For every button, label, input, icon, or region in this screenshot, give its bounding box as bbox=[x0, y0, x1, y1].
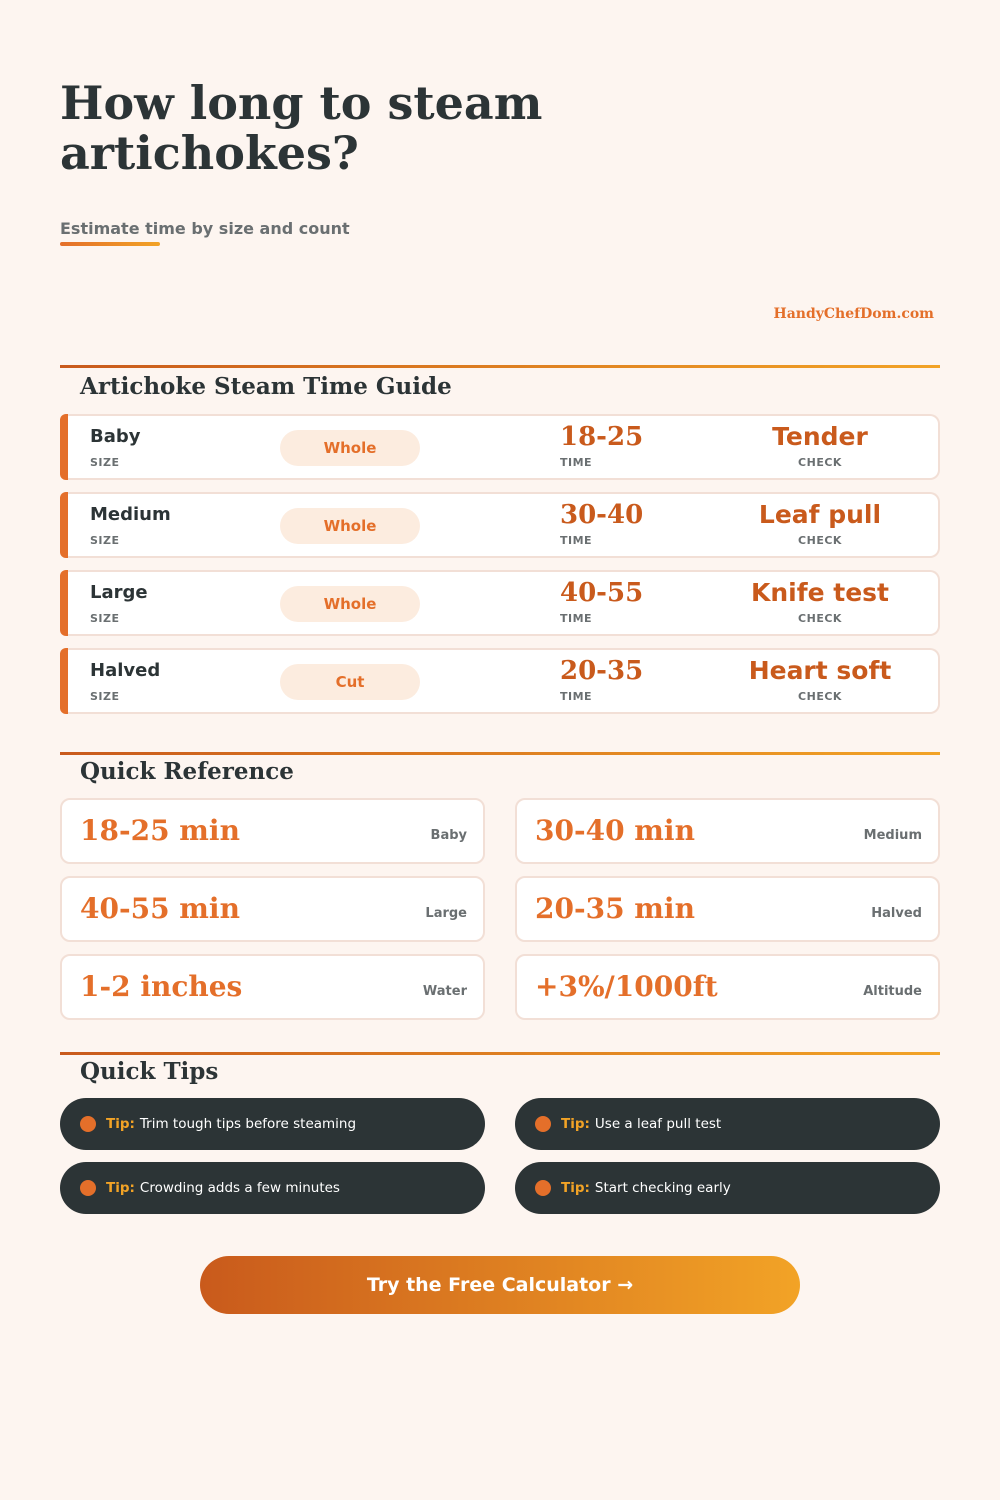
row-check: Knife test bbox=[750, 578, 889, 607]
section-divider bbox=[60, 1052, 940, 1055]
row-check: Tender bbox=[772, 422, 868, 451]
row-size: Baby bbox=[90, 426, 141, 447]
reference-value: +3%/1000ft bbox=[535, 970, 718, 1003]
row-check: Leaf pull bbox=[758, 500, 882, 529]
reference-label: Altitude bbox=[863, 984, 922, 999]
size-caption: SIZE bbox=[90, 534, 120, 547]
guide-row bbox=[60, 414, 940, 480]
time-caption: TIME bbox=[560, 612, 593, 625]
reference-value: 40-55 min bbox=[80, 892, 240, 925]
reference-value: 18-25 min bbox=[80, 814, 240, 847]
reference-section-title: Quick Reference bbox=[80, 758, 294, 785]
reference-card bbox=[60, 954, 485, 1020]
reference-label: Baby bbox=[430, 828, 467, 843]
row-size: Medium bbox=[90, 504, 171, 525]
tip-item bbox=[515, 1162, 940, 1214]
tip-label: Tip: bbox=[106, 1116, 135, 1132]
page-title: How long to steam artichokes? bbox=[60, 76, 543, 180]
row-time: 20-35 bbox=[560, 656, 644, 686]
row-accent-bar bbox=[60, 570, 68, 636]
time-caption: TIME bbox=[560, 690, 593, 703]
brand-name: HandyChefDom.com bbox=[773, 306, 934, 322]
page-subtitle: Estimate time by size and count bbox=[60, 219, 350, 238]
reference-label: Large bbox=[425, 906, 467, 921]
reference-value: 20-35 min bbox=[535, 892, 695, 925]
guide-row bbox=[60, 570, 940, 636]
tip-text: Crowding adds a few minutes bbox=[139, 1180, 340, 1196]
prep-badge: Whole bbox=[280, 508, 420, 544]
row-accent-bar bbox=[60, 648, 68, 714]
check-caption: CHECK bbox=[798, 534, 842, 547]
bullet-dot-icon bbox=[535, 1180, 551, 1196]
row-check: Heart soft bbox=[748, 656, 892, 685]
row-time: 30-40 bbox=[560, 500, 644, 530]
tips-section-title: Quick Tips bbox=[80, 1058, 219, 1085]
row-size: Halved bbox=[90, 660, 161, 681]
time-caption: TIME bbox=[560, 456, 593, 469]
tip-text: Use a leaf pull test bbox=[594, 1116, 722, 1132]
check-caption: CHECK bbox=[798, 690, 842, 703]
bullet-dot-icon bbox=[80, 1180, 96, 1196]
row-accent-bar bbox=[60, 492, 68, 558]
row-size: Large bbox=[90, 582, 148, 603]
size-caption: SIZE bbox=[90, 690, 120, 703]
reference-value: 1-2 inches bbox=[80, 970, 243, 1003]
bullet-dot-icon bbox=[535, 1116, 551, 1132]
reference-card bbox=[515, 876, 940, 942]
tip-item bbox=[60, 1098, 485, 1150]
row-time: 40-55 bbox=[560, 578, 644, 608]
reference-value: 30-40 min bbox=[535, 814, 695, 847]
tip-item bbox=[60, 1162, 485, 1214]
guide-row bbox=[60, 492, 940, 558]
tip-item bbox=[515, 1098, 940, 1150]
section-divider bbox=[60, 752, 940, 755]
reference-card bbox=[60, 798, 485, 864]
tip-label: Tip: bbox=[106, 1180, 135, 1196]
tip-label: Tip: bbox=[561, 1180, 590, 1196]
time-caption: TIME bbox=[560, 534, 593, 547]
size-caption: SIZE bbox=[90, 456, 120, 469]
tip-text: Start checking early bbox=[594, 1180, 731, 1196]
bullet-dot-icon bbox=[80, 1116, 96, 1132]
reference-card bbox=[60, 876, 485, 942]
reference-label: Halved bbox=[871, 906, 922, 921]
prep-badge: Whole bbox=[280, 430, 420, 466]
guide-section-title: Artichoke Steam Time Guide bbox=[80, 373, 452, 400]
reference-card bbox=[515, 798, 940, 864]
reference-label: Water bbox=[422, 984, 467, 999]
check-caption: CHECK bbox=[798, 456, 842, 469]
reference-label: Medium bbox=[863, 828, 922, 843]
check-caption: CHECK bbox=[798, 612, 842, 625]
tip-label: Tip: bbox=[561, 1116, 590, 1132]
calculator-cta-button[interactable]: Try the Free Calculator → bbox=[200, 1256, 800, 1314]
prep-badge: Cut bbox=[280, 664, 420, 700]
tip-text: Trim tough tips before steaming bbox=[139, 1116, 357, 1132]
subtitle-underline bbox=[60, 242, 160, 246]
row-accent-bar bbox=[60, 414, 68, 480]
section-divider bbox=[60, 365, 940, 368]
size-caption: SIZE bbox=[90, 612, 120, 625]
reference-card bbox=[515, 954, 940, 1020]
row-time: 18-25 bbox=[560, 422, 644, 452]
prep-badge: Whole bbox=[280, 586, 420, 622]
guide-row bbox=[60, 648, 940, 714]
